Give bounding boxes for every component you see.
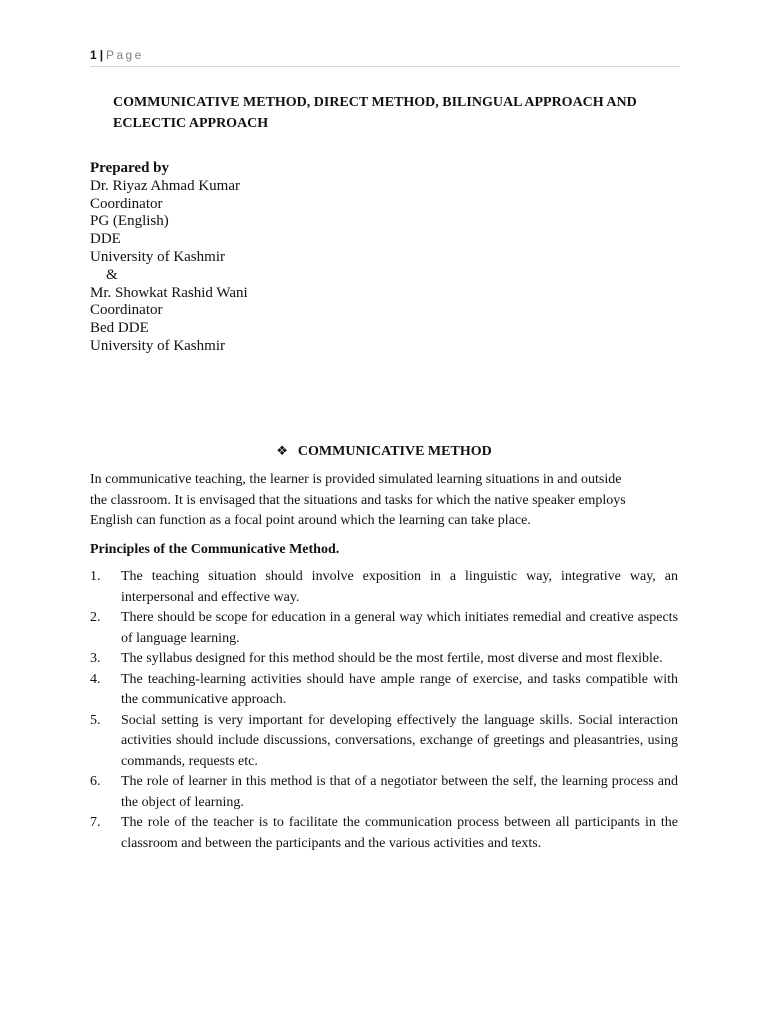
page-header [90,46,680,67]
prepared-by-label: Prepared by [90,160,170,176]
page-separator: | [99,48,104,62]
list-item-number: 4. [90,671,101,687]
list-item-text: The teaching situation should involve exposition in a linguistic way, integrative way, an interpersonal and effective way. [121,569,678,605]
list-item-text: There should be scope for education in a general way which initiates remedial and creative aspects of language learning. [121,610,678,646]
author-block [90,160,248,356]
list-item-number: 5. [90,712,101,728]
list-item-number: 3. [90,651,101,666]
intro-line: English can function as a focal point around which the learning can take place. [90,513,531,529]
principles-heading: Principles of the Communicative Method. [90,542,340,557]
list-item-number: 2. [90,610,101,625]
document-title-line-2: ECLECTIC APPROACH [113,116,269,131]
list-item [90,711,678,773]
intro-line: In communicative teaching, the learner is provided simulated learning situations in and outside [90,472,622,487]
author-line: Coordinator [90,195,163,212]
author-line: Mr. Showkat Rashid Wani [90,284,248,301]
list-item-number: 7. [90,815,101,830]
list-item-text: The teaching-learning activities should have ample range of exercise, and tasks compatible with the communicative approach. [121,671,678,707]
page-label: Page [106,48,144,62]
author-line: Coordinator [90,302,163,319]
intro-paragraph [90,470,680,532]
list-item [90,608,678,649]
author-line: Dr. Riyaz Ahmad Kumar [90,177,240,194]
document-title-line-1: COMMUNICATIVE METHOD, DIRECT METHOD, BILINGUAL APPROACH AND [113,95,637,110]
list-item-text: The syllabus designed for this method should be the most fertile, most diverse and most flexible. [121,651,663,666]
list-item [90,813,678,854]
list-item [90,567,678,608]
list-item [90,649,678,670]
author-line: University of Kashmir [90,337,225,354]
list-item-number: 1. [90,569,101,584]
list-item-text: The role of learner in this method is that of a negotiator between the self, the learning process and the object of learning. [121,774,678,810]
list-item-text: Social setting is very important for developing effectively the language skills. Social interaction activities should include discussions, conversations, exchange of greetings and pleasantries, using commands, requests etc. [121,712,678,769]
section-heading-text: COMMUNICATIVE METHOD [297,444,492,459]
diamond-bullet-icon: ❖ [276,444,288,459]
list-item [90,670,678,711]
author-line: University of Kashmir [90,248,225,265]
list-item-number: 6. [90,774,101,789]
document-title [113,92,693,134]
section-heading [0,443,768,461]
author-ampersand: & [106,266,118,283]
list-item-text: The role of the teacher is to facilitate the communication process between all participants in the classroom and between the participants and the various activities and texts. [121,815,678,851]
author-line: PG (English) [90,213,169,230]
author-line: DDE [90,231,121,248]
list-item [90,772,678,813]
author-line: Bed DDE [90,320,149,337]
page-number: 1 [90,48,97,62]
intro-line: the classroom. It is envisaged that the situations and tasks for which the native speaker employs [90,492,626,508]
principles-list [90,567,678,854]
